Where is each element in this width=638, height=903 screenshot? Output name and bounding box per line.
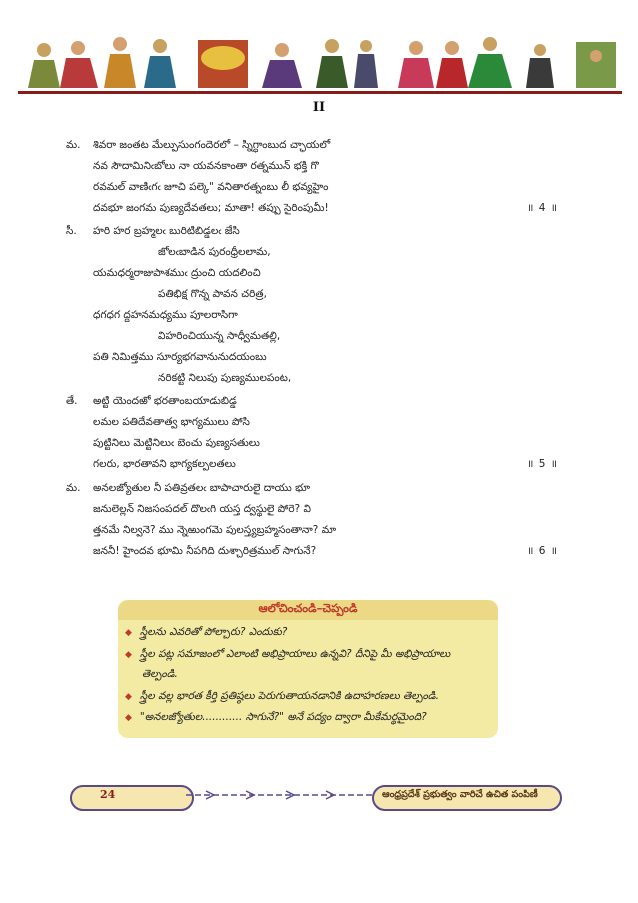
poem-meter: మ. [66, 482, 81, 494]
page-number-badge [70, 785, 194, 811]
poem-meter: సీ. [66, 225, 77, 237]
footer-arrow-decoration [186, 789, 372, 801]
banner-underline [18, 91, 622, 94]
dancer-figures [28, 37, 616, 88]
question-text: స్త్రీల వల్ల భారత కీర్తి ప్రతిష్ఠలు పెరుగుతాయనడానికి ఉదాహరణలు తెల్పండి. [139, 690, 439, 702]
question-item [125, 690, 439, 705]
diamond-bullet-icon: ◆ [125, 713, 132, 723]
poem-meter: తే. [66, 395, 78, 407]
distribution-text: ఆంధ్రప్రదేశ్ ప్రభుత్వం వారిచే ఉచిత పంపిణీ [382, 789, 538, 800]
question-item [125, 626, 287, 641]
poem-block-1 [0, 135, 638, 219]
header-banner-illustration [20, 20, 620, 94]
poem-line: జోలఁబాడిన పురంధ్రీలలామ, [158, 246, 271, 258]
poem-meter: మ. [66, 139, 81, 151]
question-text: "అనలజ్యోతుల............ సాగునే?" అనే పద్యం ద్వారా మీకేమర్థమైంది? [139, 711, 427, 723]
poem-line: పతిభిక్ష గొన్న పావన చరిత్ర, [158, 288, 267, 300]
poem-line: విహరించియున్న సాధ్వీమతల్లి, [158, 330, 281, 342]
discussion-title: ఆలోచించండి–చెప్పండి [258, 601, 358, 615]
poem-line: త్తనమే నిల్వనె? ము న్నెఱుంగమె పులస్త్యబ్రహ్మసంతానా? మా [93, 524, 337, 536]
poem-line: జననీ! హైందవ భూమి నీపగిది దుశ్చారిత్రముల్ సాగునే? [93, 545, 317, 557]
poem-line: జనులెల్లన్ నిజసంపదల్ దొలఁగి యస్త ద్వస్థులై పోరె? వి [93, 503, 311, 515]
question-text: స్త్రీలను ఎవరితో పోల్చారు? ఎందుకు? [139, 626, 288, 638]
diamond-bullet-icon: ◆ [125, 628, 132, 638]
poem-line: రవమల్ వాణిఁగఁ జూచి పల్కె" వనితారత్నంబు లీ భవ్యహైం [93, 181, 329, 193]
verse-number: ॥ 4 ॥ [527, 202, 558, 214]
poem-line: దవభూ జంగమ పుణ్యదేవతలు; మాతా! తప్పు సైరింపుమీ! [93, 202, 329, 214]
poem-line: అనలజ్యోతుల నీ పతివ్రతలఁ బాపాచారులై దాయు భూ [93, 482, 311, 494]
question-item [125, 648, 450, 663]
poem-line: ధగధగ ద్దహనమధ్యము పూలరాసిగా [93, 309, 238, 321]
poem-block-4 [0, 478, 638, 562]
question-text: తెల్పండి. [142, 668, 178, 680]
verse-number: ॥ 6 ॥ [527, 545, 558, 557]
question-continuation [142, 668, 178, 683]
page-number: 24 [100, 788, 116, 801]
poem-line: పుట్టినిలు మెట్టినిలుఁ బెంచు పుణ్యసతులు [93, 437, 260, 449]
poem-line: యమధర్మరాజుపాశముఁ ద్రుంచి యదలించి [93, 267, 261, 279]
poem-line: గలరు, భారతావని భాగ్యకల్పలతలు [93, 458, 236, 470]
poem-block-3 [0, 391, 638, 475]
diamond-bullet-icon: ◆ [125, 692, 132, 702]
poem-line: నవ సౌదామినిఁబోలు నా యవనకాంతా రత్నమున్ భక్తి గొ [93, 160, 319, 172]
question-item [125, 711, 427, 726]
poem-line: హరి హర బ్రహ్మలఁ బురిటిబిడ్డలఁ జేసి [93, 225, 240, 237]
poem-block-2 [0, 221, 638, 389]
poem-line: లమల పతిదేవతాత్వ భాగ్యములు పోసి [93, 416, 250, 428]
question-text: స్త్రీల పట్ల సమాజంలో ఎలాంటి అభిప్రాయాలు ఉన్నవి? దీనిపై మీ అభిప్రాయాలు [139, 648, 451, 660]
poem-line: నరికట్టి నిలుపు పుణ్యములపంట, [158, 372, 292, 384]
poem-line: అట్టి యెందఱో భరతాంబయాడుబిడ్డ [93, 395, 237, 407]
verse-number: ॥ 5 ॥ [527, 458, 558, 470]
section-title: II [312, 100, 326, 115]
diamond-bullet-icon: ◆ [125, 650, 132, 660]
poem-line: శివరా జంతట మేల్పుసుంగందెరలో – స్నిగ్ధాంబుద చ్ఛాయలో [93, 139, 331, 151]
poem-line: పతి నిమిత్తము సూర్యభగవానునుదయంబు [93, 351, 267, 363]
